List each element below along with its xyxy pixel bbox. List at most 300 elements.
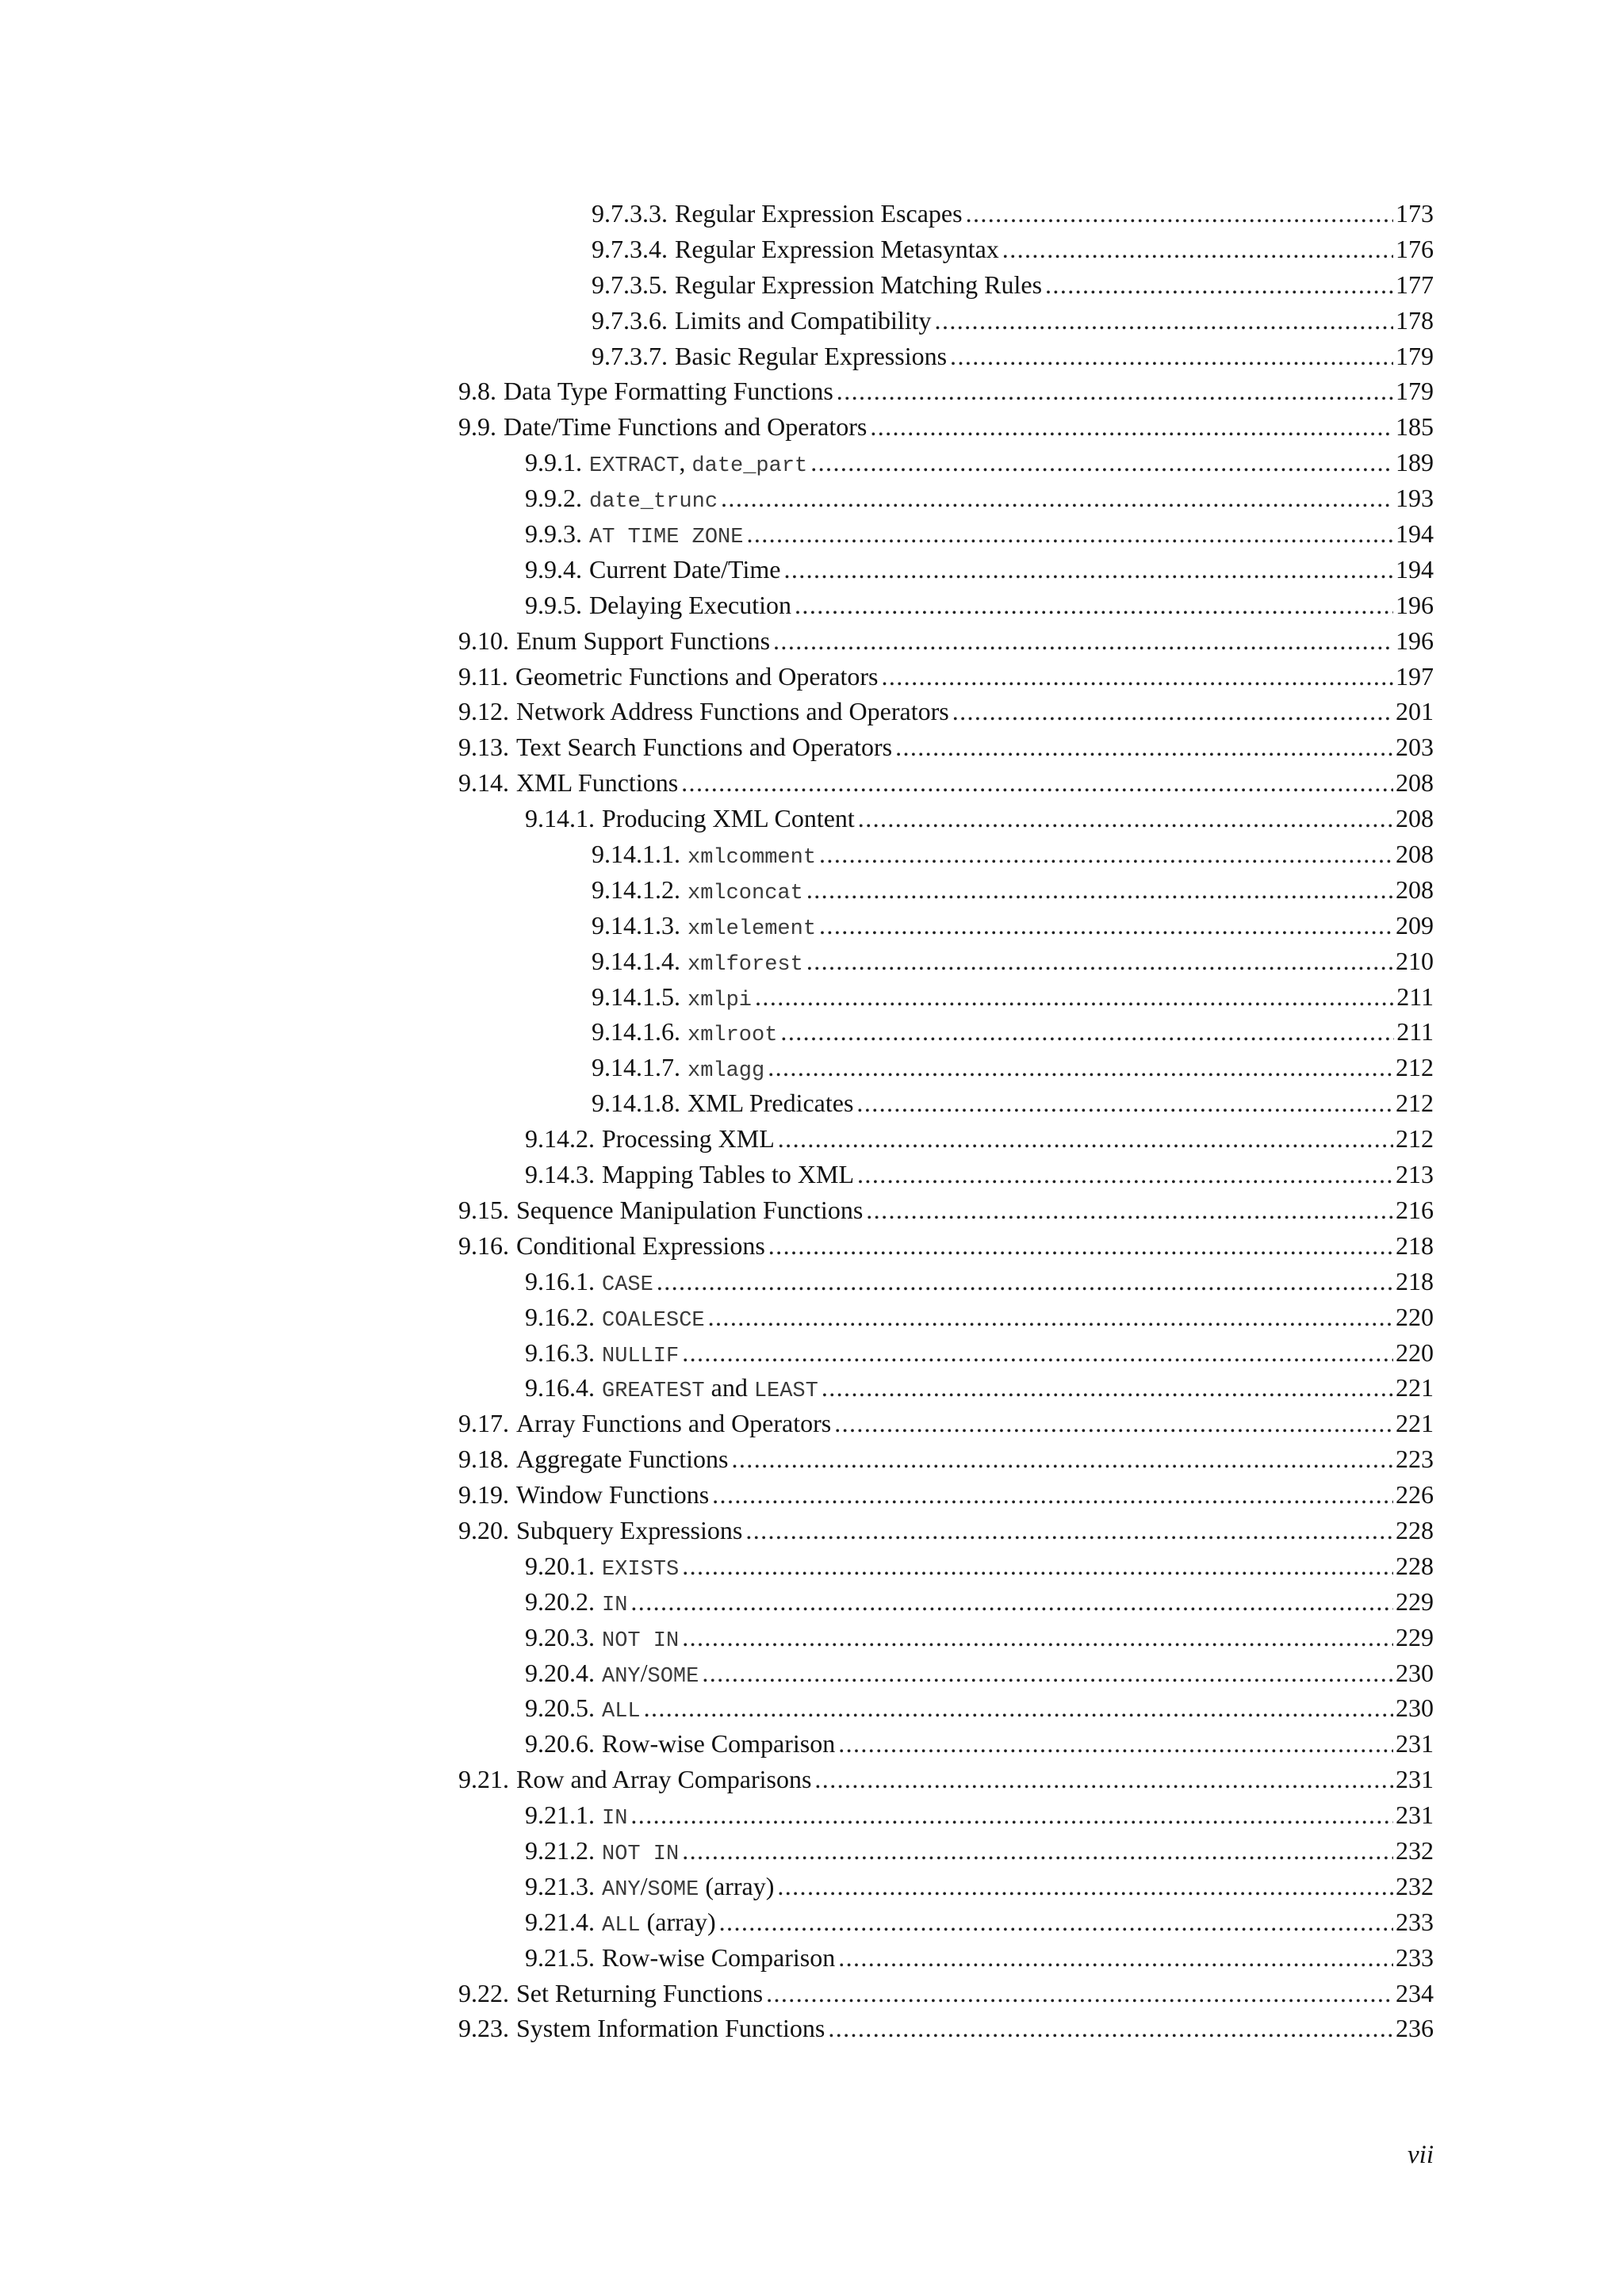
toc-entry[interactable] — [458, 1940, 1434, 1976]
dot-leader — [719, 1904, 1393, 1940]
toc-entry-title — [592, 943, 803, 979]
toc-entry-text: Regular Expression Escapes — [675, 199, 963, 228]
dot-leader — [773, 623, 1393, 659]
dot-leader — [708, 1299, 1393, 1335]
toc-entry[interactable] — [458, 1655, 1434, 1691]
toc-entry-code-text: ANY — [602, 1664, 641, 1689]
dot-leader — [828, 2011, 1393, 2046]
toc-entry-title — [525, 1690, 641, 1726]
toc-entry[interactable] — [458, 1157, 1434, 1192]
toc-entry-page: 228 — [1396, 1551, 1434, 1580]
toc-entry-title — [525, 480, 718, 516]
dot-leader — [838, 1940, 1393, 1976]
dot-leader — [819, 836, 1393, 872]
toc-entry-number: 9.21. — [458, 1765, 509, 1794]
toc-entry[interactable] — [458, 1370, 1434, 1406]
dot-leader — [966, 196, 1393, 232]
toc-entry-title — [525, 1797, 627, 1833]
toc-entry-number: 9.14. — [458, 768, 509, 798]
toc-entry-number: 9.20. — [458, 1515, 509, 1544]
toc-entry-page: 197 — [1396, 661, 1434, 691]
toc-entry-number: 9.7.3.5. — [592, 270, 668, 299]
toc-entry-title — [592, 872, 803, 908]
toc-entry-number: 9.14.1.3. — [592, 910, 680, 939]
toc-entry-page: 231 — [1396, 1765, 1434, 1794]
toc-entry-page: 193 — [1396, 484, 1434, 513]
toc-entry-page: 173 — [1396, 199, 1434, 228]
toc-entry-title — [458, 409, 867, 445]
toc-entry[interactable] — [458, 1121, 1434, 1157]
toc-entry-number: 9.20.4. — [525, 1658, 595, 1687]
toc-entry[interactable] — [458, 1584, 1434, 1620]
toc-entry[interactable] — [458, 659, 1434, 695]
toc-entry-page: 211 — [1396, 982, 1434, 1011]
toc-entry-page: 220 — [1396, 1337, 1434, 1367]
toc-entry[interactable] — [458, 765, 1434, 801]
toc-entry-number: 9.21.4. — [525, 1907, 595, 1936]
toc-entry-text: Regular Expression Metasyntax — [675, 234, 999, 263]
toc-entry[interactable] — [458, 1620, 1434, 1655]
dot-leader — [870, 409, 1393, 445]
toc-entry-code-text: xmlpi — [688, 988, 753, 1012]
toc-entry-title — [525, 1655, 699, 1691]
toc-entry-page: 208 — [1396, 768, 1434, 798]
dot-leader — [746, 516, 1393, 552]
toc-entry-title — [525, 1370, 818, 1406]
toc-entry[interactable] — [458, 1014, 1434, 1050]
toc-entry-number: 9.7.3.6. — [592, 305, 668, 335]
dot-leader — [682, 1335, 1393, 1371]
toc-entry-number: 9.14.1.4. — [592, 946, 680, 975]
dot-leader — [681, 765, 1393, 801]
toc-entry-text: Limits and Compatibility — [675, 305, 932, 335]
toc-entry-code-text: NULLIF — [602, 1344, 680, 1368]
toc-entry-title — [525, 587, 791, 623]
toc-entry-page: 177 — [1396, 270, 1434, 299]
dot-leader — [810, 445, 1393, 480]
toc-entry[interactable] — [458, 1690, 1434, 1726]
toc-entry-text: / — [640, 1658, 648, 1687]
toc-entry-page: 236 — [1396, 2014, 1434, 2043]
toc-entry[interactable] — [458, 623, 1434, 659]
toc-entry-title — [458, 1441, 729, 1477]
toc-entry[interactable] — [458, 552, 1434, 587]
toc-entry[interactable] — [458, 1797, 1434, 1833]
toc-entry[interactable] — [458, 303, 1434, 339]
toc-entry-title — [525, 1904, 716, 1940]
dot-leader — [822, 1370, 1393, 1406]
toc-entry[interactable] — [458, 516, 1434, 552]
toc-entry-code-text: ALL — [602, 1913, 641, 1938]
toc-entry[interactable] — [458, 1192, 1434, 1228]
toc-entry-text: Mapping Tables to XML — [602, 1160, 855, 1189]
toc-entry-title — [525, 445, 807, 480]
toc-entry-text: Window Functions — [516, 1480, 710, 1510]
toc-entry-title — [525, 1335, 679, 1371]
dot-leader — [768, 1228, 1393, 1264]
toc-entry-text: Conditional Expressions — [516, 1230, 765, 1260]
dot-leader — [837, 373, 1393, 409]
toc-entry-title — [525, 1620, 679, 1655]
dot-leader — [682, 1548, 1393, 1584]
toc-entry-page: 212 — [1396, 1053, 1434, 1082]
toc-entry-text: (array) — [640, 1907, 716, 1936]
toc-entry-number: 9.21.3. — [525, 1871, 595, 1900]
toc-entry-page: 218 — [1396, 1230, 1434, 1260]
toc-entry-title — [458, 765, 678, 801]
toc-entry-title — [525, 1121, 775, 1157]
dot-leader — [950, 339, 1393, 374]
dot-leader — [834, 1406, 1393, 1441]
toc-entry-number: 9.14.1.2. — [592, 874, 680, 904]
toc-entry[interactable] — [458, 1050, 1434, 1085]
toc-entry[interactable] — [458, 1548, 1434, 1584]
dot-leader — [814, 1762, 1393, 1797]
toc-entry-text: and — [704, 1373, 754, 1402]
toc-entry-number: 9.20.2. — [525, 1586, 595, 1616]
toc-entry-text: Basic Regular Expressions — [675, 341, 948, 370]
toc-entry-page: 230 — [1396, 1658, 1434, 1687]
toc-entry-code-text: xmlelement — [688, 916, 817, 941]
toc-entry[interactable] — [458, 1904, 1434, 1940]
toc-entry-text: XML Predicates — [688, 1089, 854, 1118]
toc-entry-page: 229 — [1396, 1586, 1434, 1616]
toc-entry-number: 9.10. — [458, 626, 509, 655]
toc-entry-page: 203 — [1396, 733, 1434, 762]
toc-entry-number: 9.14.1.5. — [592, 982, 680, 1011]
toc-entry-number: 9.23. — [458, 2014, 509, 2043]
toc-entry-number: 9.14.2. — [525, 1124, 595, 1154]
toc-entry-page: 179 — [1396, 341, 1434, 370]
toc-entry-code-text: xmlroot — [688, 1024, 778, 1048]
toc-entry-page: 196 — [1396, 626, 1434, 655]
toc-entry-code-text: date_trunc — [589, 490, 718, 515]
toc-entry-number: 9.18. — [458, 1445, 509, 1474]
toc-entry-page: 194 — [1396, 554, 1434, 584]
toc-entry-title — [458, 1228, 765, 1264]
toc-entry-text: Row-wise Comparison — [602, 1942, 836, 1972]
toc-entry[interactable] — [458, 587, 1434, 623]
toc-entry-page: 233 — [1396, 1907, 1434, 1936]
toc-entry-page: 196 — [1396, 590, 1434, 619]
toc-entry[interactable] — [458, 943, 1434, 979]
toc-entry-title — [592, 1014, 777, 1050]
toc-entry-title — [458, 1406, 831, 1441]
dot-leader — [644, 1690, 1393, 1726]
dot-leader — [778, 1121, 1393, 1157]
toc-entry[interactable] — [458, 1726, 1434, 1762]
toc-entry-number: 9.9.1. — [525, 448, 582, 477]
toc-entry[interactable] — [458, 979, 1434, 1015]
toc-entry-code-text: EXTRACT — [589, 454, 680, 479]
toc-entry-title — [458, 1762, 811, 1797]
toc-entry-page: 208 — [1396, 874, 1434, 904]
dot-leader — [768, 1050, 1393, 1085]
toc-entry-code-text: GREATEST — [602, 1380, 705, 1404]
toc-entry-page: 212 — [1396, 1089, 1434, 1118]
toc-entry-number: 9.17. — [458, 1409, 509, 1438]
toc-entry[interactable] — [458, 1264, 1434, 1299]
toc-entry-code-text: LEAST — [753, 1380, 818, 1404]
toc-entry[interactable] — [458, 1762, 1434, 1797]
toc-entry-title — [458, 1976, 763, 2011]
toc-entry[interactable] — [458, 801, 1434, 836]
toc-entry-page: 176 — [1396, 234, 1434, 263]
toc-entry-title — [525, 1584, 627, 1620]
toc-entry-number: 9.20.1. — [525, 1551, 595, 1580]
toc-entry-number: 9.9.3. — [525, 519, 582, 549]
toc-entry-number: 9.14.1.8. — [592, 1089, 680, 1118]
toc-entry[interactable] — [458, 1513, 1434, 1548]
toc-entry-title — [592, 836, 816, 872]
toc-entry-number: 9.7.3.3. — [592, 199, 668, 228]
toc-entry[interactable] — [458, 409, 1434, 445]
toc-entry-page: 233 — [1396, 1942, 1434, 1972]
toc-entry-number: 9.14.1.1. — [592, 840, 680, 869]
toc-entry[interactable] — [458, 445, 1434, 480]
toc-entry-title — [458, 659, 878, 695]
toc-entry-text: Enum Support Functions — [516, 626, 771, 655]
toc-entry-number: 9.14.1.6. — [592, 1017, 680, 1047]
toc-entry-text: Aggregate Functions — [516, 1445, 729, 1474]
toc-entry-code-text: NOT IN — [602, 1628, 680, 1653]
toc-entry[interactable] — [458, 1085, 1434, 1121]
dot-leader — [1002, 232, 1393, 267]
toc-entry[interactable] — [458, 196, 1434, 232]
dot-leader — [819, 908, 1393, 943]
toc-entry-number: 9.9.4. — [525, 554, 582, 584]
toc-entry[interactable] — [458, 1869, 1434, 1904]
toc-entry-number: 9.8. — [458, 377, 496, 406]
toc-entry-text: XML Functions — [516, 768, 679, 798]
toc-entry-code-text: xmlagg — [688, 1059, 765, 1084]
dot-leader — [780, 1014, 1394, 1050]
toc-entry[interactable] — [458, 1228, 1434, 1264]
toc-entry[interactable] — [458, 2011, 1434, 2046]
toc-entry-page: 208 — [1396, 840, 1434, 869]
toc-entry-page: 208 — [1396, 804, 1434, 833]
toc-entry-page: 210 — [1396, 946, 1434, 975]
dot-leader — [1045, 267, 1393, 303]
toc-entry-code-text: xmlforest — [688, 952, 803, 977]
dot-leader — [702, 1655, 1393, 1691]
toc-entry-page: 223 — [1396, 1445, 1434, 1474]
toc-entry-page: 211 — [1396, 1017, 1434, 1047]
dot-leader — [755, 979, 1394, 1015]
toc-entry-page: 178 — [1396, 305, 1434, 335]
toc-entry[interactable] — [458, 1976, 1434, 2011]
toc-entry-code-text: SOME — [647, 1877, 699, 1902]
toc-entry-number: 9.7.3.4. — [592, 234, 668, 263]
dot-leader — [630, 1584, 1393, 1620]
toc-entry-title — [458, 2011, 825, 2046]
toc-entry-number: 9.9.5. — [525, 590, 582, 619]
toc-entry-page: 229 — [1396, 1622, 1434, 1651]
toc-entry-number: 9.9. — [458, 412, 496, 442]
toc-entry-text: Array Functions and Operators — [516, 1409, 832, 1438]
toc-entry-page: 185 — [1396, 412, 1434, 442]
toc-entry-title — [525, 1548, 679, 1584]
toc-entry-title — [458, 729, 892, 765]
toc-entry-title — [592, 303, 932, 339]
toc-entry-page: 209 — [1396, 910, 1434, 939]
toc-entry-code-text: NOT IN — [602, 1842, 680, 1866]
dot-leader — [895, 729, 1393, 765]
toc-entry[interactable] — [458, 1299, 1434, 1335]
dot-leader — [657, 1264, 1393, 1299]
toc-entry-text: , — [679, 448, 692, 477]
dot-leader — [935, 303, 1393, 339]
toc-entry-title — [525, 801, 855, 836]
toc-entry-number: 9.21.2. — [525, 1835, 595, 1865]
toc-entry-text: Row-wise Comparison — [602, 1729, 836, 1758]
toc-entry-text: Current Date/Time — [589, 554, 781, 584]
toc-entry-number: 9.15. — [458, 1195, 509, 1224]
toc-entry-text: Data Type Formatting Functions — [504, 377, 833, 406]
dot-leader — [732, 1441, 1394, 1477]
toc-entry-page: 216 — [1396, 1195, 1434, 1224]
toc-entry-page: 234 — [1396, 1978, 1434, 2007]
toc-entry-title — [525, 1157, 854, 1192]
toc-entry-title — [592, 979, 752, 1015]
toc-entry-page: 179 — [1396, 377, 1434, 406]
toc-entry-number: 9.16.4. — [525, 1373, 595, 1402]
toc-entry-number: 9.16.2. — [525, 1302, 595, 1331]
toc-entry-number: 9.11. — [458, 661, 508, 691]
toc-entry-page: 232 — [1396, 1871, 1434, 1900]
toc-entry[interactable] — [458, 480, 1434, 516]
toc-entry-page: 228 — [1396, 1515, 1434, 1544]
toc-entry-number: 9.14.1.7. — [592, 1053, 680, 1082]
toc-entry-page: 194 — [1396, 519, 1434, 549]
toc-entry-number: 9.20.6. — [525, 1729, 595, 1758]
toc-entry[interactable] — [458, 1335, 1434, 1371]
toc-entry[interactable] — [458, 1477, 1434, 1513]
toc-entry-text: Regular Expression Matching Rules — [675, 270, 1043, 299]
toc-entry-page: 230 — [1396, 1693, 1434, 1723]
toc-entry-text: Delaying Execution — [589, 590, 792, 619]
toc-entry-title — [592, 232, 999, 267]
toc-entry-title — [458, 694, 949, 729]
toc-entry-text: (array) — [699, 1871, 775, 1900]
toc-entry-title — [525, 1869, 774, 1904]
toc-entry-text: Network Address Functions and Operators — [516, 697, 949, 726]
dot-leader — [721, 480, 1393, 516]
toc-entry-page: 226 — [1396, 1480, 1434, 1510]
dot-leader — [777, 1869, 1393, 1904]
toc-entry-number: 9.20.5. — [525, 1693, 595, 1723]
toc-entry-code-text: ALL — [602, 1700, 641, 1724]
toc-entry-text: Set Returning Functions — [516, 1978, 764, 2007]
toc-entry-page: 189 — [1396, 448, 1434, 477]
toc-entry-code-text: AT TIME ZONE — [589, 526, 744, 550]
toc-entry-text: System Information Functions — [516, 2014, 825, 2043]
toc-entry[interactable] — [458, 1833, 1434, 1869]
toc-entry-code-text: xmlconcat — [688, 881, 803, 905]
table-of-contents — [458, 196, 1434, 2046]
toc-entry[interactable] — [458, 1406, 1434, 1441]
toc-entry-title — [592, 267, 1042, 303]
toc-entry-number: 9.16.3. — [525, 1337, 595, 1367]
toc-entry-number: 9.21.5. — [525, 1942, 595, 1972]
toc-entry-page: 232 — [1396, 1835, 1434, 1865]
toc-entry-code-text: CASE — [602, 1272, 653, 1297]
toc-entry-title — [525, 1726, 835, 1762]
dot-leader — [682, 1620, 1393, 1655]
toc-entry-title — [458, 1192, 863, 1228]
dot-leader — [858, 801, 1393, 836]
toc-entry-title — [592, 908, 816, 943]
toc-entry[interactable] — [458, 694, 1434, 729]
toc-entry-page: 231 — [1396, 1729, 1434, 1758]
toc-entry[interactable] — [458, 729, 1434, 765]
toc-entry-title — [592, 1085, 853, 1121]
toc-entry[interactable] — [458, 339, 1434, 374]
toc-entry-code-text: IN — [602, 1593, 628, 1617]
dot-leader — [745, 1513, 1393, 1548]
dot-leader — [766, 1976, 1393, 2011]
toc-entry-code-text: xmlcomment — [688, 846, 817, 871]
toc-entry[interactable] — [458, 373, 1434, 409]
toc-entry-title — [458, 1477, 709, 1513]
toc-entry-page: 218 — [1396, 1266, 1434, 1295]
toc-entry[interactable] — [458, 232, 1434, 267]
toc-entry-title — [525, 1264, 653, 1299]
toc-entry[interactable] — [458, 908, 1434, 943]
toc-entry-title — [458, 623, 770, 659]
toc-entry-text: Processing XML — [602, 1124, 775, 1154]
toc-entry-number: 9.16.1. — [525, 1266, 595, 1295]
toc-entry-number: 9.19. — [458, 1480, 509, 1510]
toc-entry-number: 9.20.3. — [525, 1622, 595, 1651]
toc-entry-text: Sequence Manipulation Functions — [516, 1195, 864, 1224]
toc-entry-text: Producing XML Content — [602, 804, 855, 833]
toc-entry-number: 9.13. — [458, 733, 509, 762]
toc-entry-title — [525, 516, 743, 552]
toc-entry-page: 212 — [1396, 1124, 1434, 1154]
toc-entry-code-text: COALESCE — [602, 1308, 705, 1333]
toc-entry-title — [458, 1513, 742, 1548]
toc-entry-code-text: EXISTS — [602, 1557, 680, 1582]
dot-leader — [856, 1085, 1393, 1121]
dot-leader — [952, 694, 1393, 729]
toc-entry[interactable] — [458, 1441, 1434, 1477]
toc-entry[interactable] — [458, 836, 1434, 872]
toc-entry-text: Geometric Functions and Operators — [515, 661, 879, 691]
toc-entry-number: 9.14.3. — [525, 1160, 595, 1189]
toc-entry-title — [458, 373, 833, 409]
page-number: vii — [1408, 2141, 1434, 2169]
toc-entry-page: 201 — [1396, 697, 1434, 726]
dot-leader — [806, 943, 1393, 979]
toc-entry-page: 220 — [1396, 1302, 1434, 1331]
toc-entry-number: 9.12. — [458, 697, 509, 726]
toc-entry-title — [525, 1833, 679, 1869]
toc-entry-number: 9.7.3.7. — [592, 341, 668, 370]
toc-entry[interactable] — [458, 872, 1434, 908]
dot-leader — [857, 1157, 1393, 1192]
dot-leader — [712, 1477, 1393, 1513]
dot-leader — [866, 1192, 1393, 1228]
toc-entry-title — [592, 1050, 764, 1085]
toc-entry-text: Subquery Expressions — [516, 1515, 743, 1544]
toc-entry-number: 9.22. — [458, 1978, 509, 2007]
dot-leader — [806, 872, 1393, 908]
toc-entry[interactable] — [458, 267, 1434, 303]
toc-entry-number: 9.14.1. — [525, 804, 595, 833]
dot-leader — [630, 1797, 1393, 1833]
toc-entry-title — [525, 1940, 835, 1976]
